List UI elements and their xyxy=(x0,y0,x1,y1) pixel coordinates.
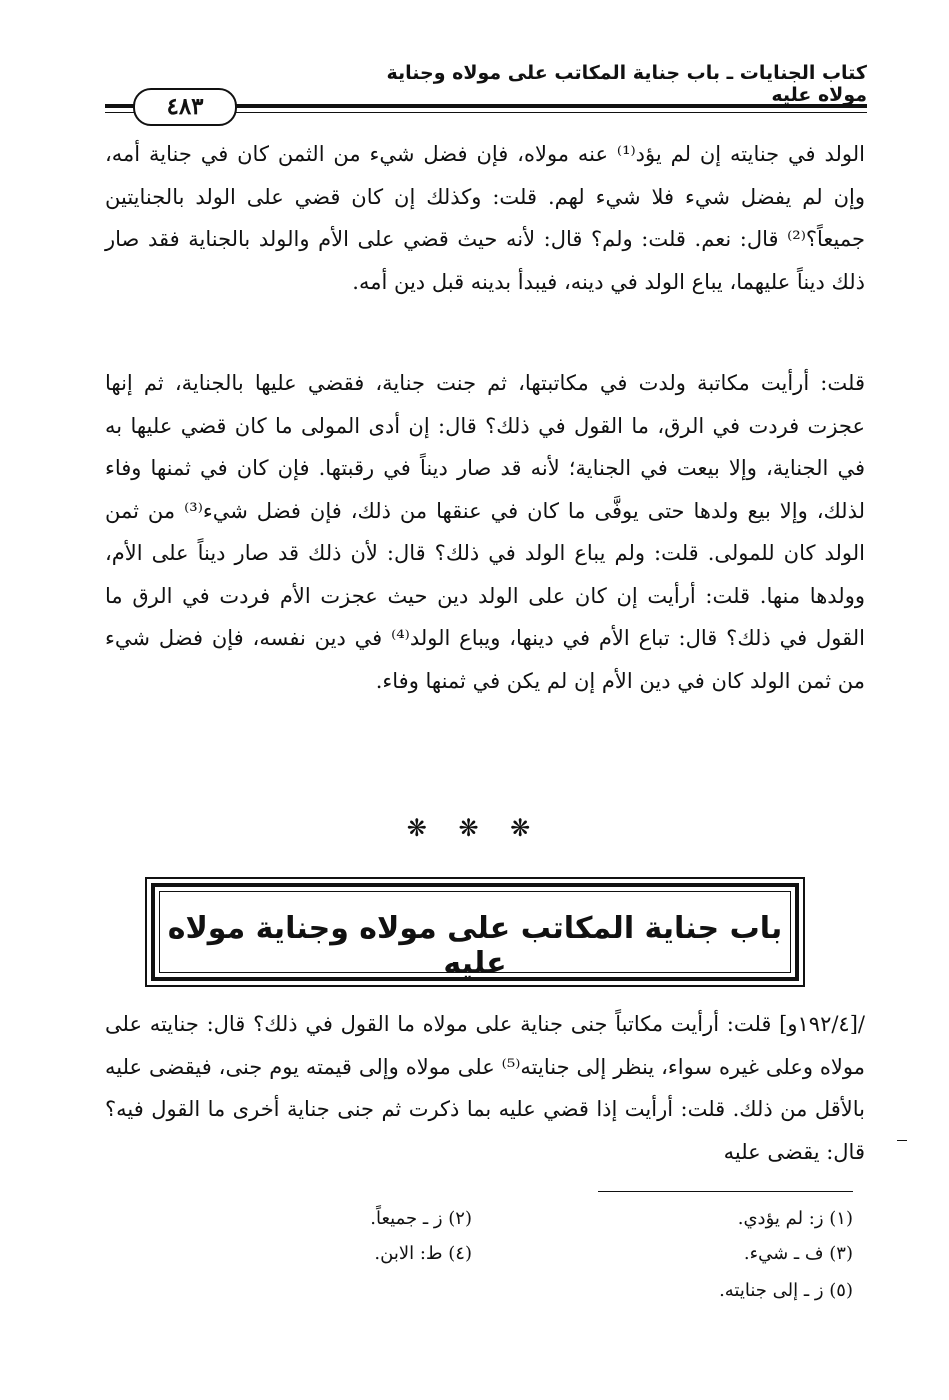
paragraph-3: /[١٩٢/٤و] قلت: أرأيت مكاتباً جنى جناية على مولاه ما القول في ذلك؟ قال: جنايته على مولاه وعلى غيره سواء، ينظر إلى جنايته⁽⁵⁾ على مولاه وإلى قيمته يوم جنى، فيقضى عليه بالأقل من ذلك. قلت: أرأيت إذا قضي عليه بما ذكرت ثم جنى جناية أخرى ما القول فيه؟ قال: يقضى عليه xyxy=(105,1012,866,1164)
page-number: ٤٨٣ xyxy=(133,88,237,126)
footnote-5: (٥) ز ـ إلى جنايته. xyxy=(719,1280,853,1301)
footnote-rule xyxy=(598,1191,853,1192)
footnote-1: (١) ز: لم يؤدي. xyxy=(737,1208,853,1229)
running-title: كتاب الجنايات ـ باب جناية المكاتب على مولاه وجناية مولاه عليه xyxy=(386,62,867,106)
section-separator: ❋ ❋ ❋ xyxy=(406,814,543,842)
paragraph-1: الولد في جنايته إن لم يؤد⁽¹⁾ عنه مولاه، فإن فضل شيء من الثمن كان في جناية أمه، وإن لم يفضل شيء فلا شيء لهم. قلت: وكذلك إن كان قضي على الولد بالجنايتين جميعاً؟⁽²⁾ قال: نعم. قلت: ولم؟ قال: لأنه حيث قضي على الأم والولد بالجناية فقد صار ذلك ديناً عليهما، يباع الولد في دينه، فيبدأ بدينه قبل دين أمه. xyxy=(105,142,865,294)
footnote-3: (٣) ف ـ شيء. xyxy=(743,1243,853,1264)
chapter-heading-frame xyxy=(145,877,805,987)
margin-mark xyxy=(897,1140,907,1141)
footnote-4: (٤) ط: الابن. xyxy=(374,1243,472,1264)
footnote-2: (٢) ز ـ جميعاً. xyxy=(370,1208,472,1229)
chapter-title: باب جناية المكاتب على مولاه وجناية مولاه عليه xyxy=(167,911,783,981)
paragraph-2: قلت: أرأيت مكاتبة ولدت في مكاتبتها، ثم جنت جناية، فقضي عليها بالجناية، ثم إنها عجزت فردت في الرق، ما القول في ذلك؟ قال: إن أدى المولى ما كان قضي عليها به في الجناية، وإلا بيعت في الجناية؛ لأنه قد صار ديناً في رقبتها. فإن كان في ثمنها وفاء لذلك، وإلا بيع ولدها حتى يوفَّى ما كان في عنقها من ذلك، فإن فضل شيء⁽³⁾ من ثمن الولد كان للمولى. قلت: ولم يباع الولد في ذلك؟ قال: لأن ذلك قد صار ديناً على الأم، وولدها منها. قلت: أرأيت إن كان على الولد دين حيث عجزت الأم فردت في الرق ما القول في ذلك؟ قال: تباع الأم في دينها، ويباع الولد⁽⁴⁾ في دين نفسه، فإن فضل شيء من ثمن الولد كان في دين الأم إن لم يكن في ثمنها وفاء. xyxy=(105,371,865,693)
